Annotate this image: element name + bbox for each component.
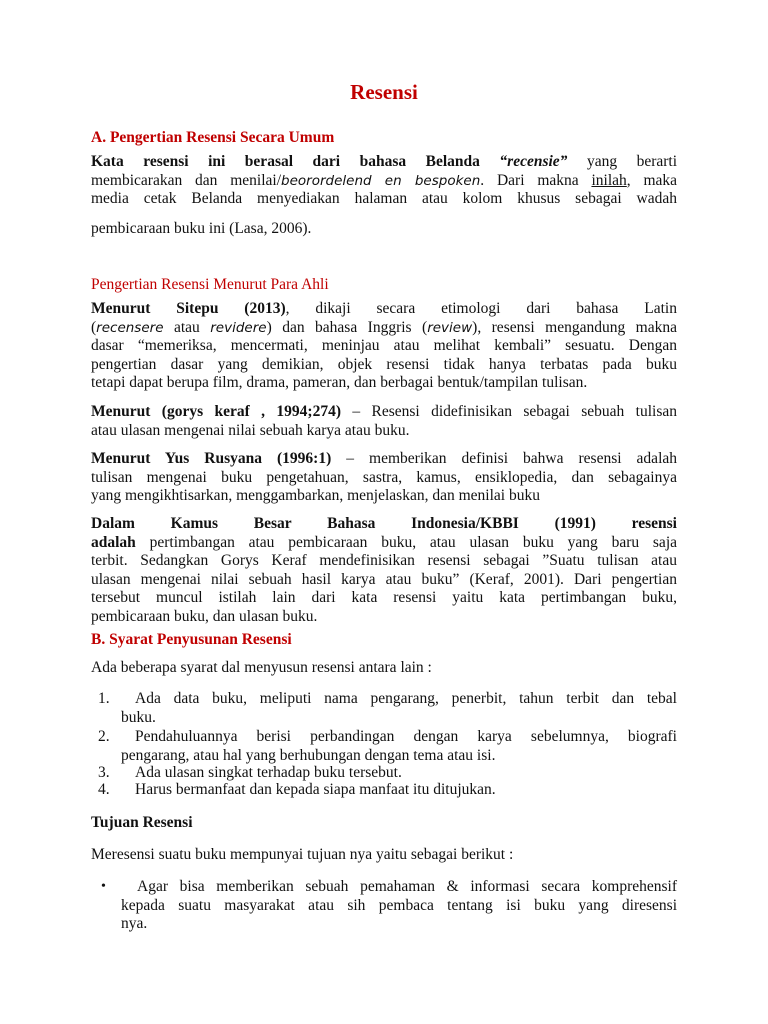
- para-line: [91, 153, 677, 172]
- para-line: [91, 515, 677, 534]
- text: (: [91, 318, 97, 336]
- para-line: pembicaraan buku, dan ulasan buku.: [91, 607, 318, 625]
- text: – Resensi didefinisikan sebagai sebuah tulisan: [340, 403, 677, 420]
- bold-text: Menurut Sitepu (2013): [91, 300, 286, 317]
- para-line: [91, 319, 677, 338]
- tujuan-intro: Meresensi suatu buku mempunyai tujuan nya yaitu sebagai berikut :: [91, 846, 514, 863]
- list-number: 3.: [98, 764, 110, 781]
- para-line: atau ulasan mengenai nilai sebuah karya atau buku.: [91, 421, 410, 439]
- bold-text: Menurut (gorys keraf , 1994;274): [91, 403, 341, 420]
- list-number: 2.: [98, 728, 110, 745]
- list-item: [98, 728, 677, 765]
- para-line: Ada data buku, meliputi nama pengarang, penerbit, tahun terbit dan tebal: [135, 690, 677, 707]
- para-line: pengertian dasar yang demikian, objek resensi tidak hanya terbatas pada buku: [91, 355, 677, 373]
- para-line: tetapi dapat berupa film, drama, pameran, dan berbagai bentuk/tampilan tulisan.: [91, 374, 588, 391]
- section-a-paragraph: [91, 153, 677, 209]
- para-line: tersebut muncul istilah lain dari kata resensi yaitu kata pertimbangan buku,: [91, 589, 677, 606]
- para-line: yang mengikhtisarkan, menggambarkan, menjelaskan, dan menilai buku: [91, 487, 540, 504]
- bullet-text: [121, 878, 677, 934]
- italic-term: beorordelend en bespoken: [281, 172, 481, 189]
- para-line: pengarang, atau hal yang berhubungan dengan tema atau isi.: [121, 746, 496, 764]
- list-text: [121, 781, 677, 800]
- text: , maka: [626, 171, 678, 189]
- para-line: nya.: [121, 915, 148, 932]
- para-line: kepada suatu masyarakat atau sih pembaca tentang isi buku yang diresensi: [121, 896, 677, 914]
- bullet-item: [91, 878, 677, 934]
- ahli-heading: Pengertian Resensi Menurut Para Ahli: [91, 276, 329, 293]
- text: . Dari makna: [480, 171, 579, 189]
- yus-paragraph: [91, 450, 677, 506]
- para-line: media cetak Belanda menyediakan halaman atau kolom khusus sebagai wadah: [91, 190, 677, 207]
- tujuan-heading: Tujuan Resensi: [91, 814, 193, 831]
- italic-term: revidere: [210, 319, 267, 336]
- text: – memberikan definisi bahwa resensi adalah: [331, 450, 678, 467]
- para-line: tulisan mengenai buku pengetahuan, sastra, kamus, ensiklopedia, dan sebagainya: [91, 468, 677, 486]
- bold-text: Kata resensi ini berasal dari bahasa Belanda: [91, 153, 480, 170]
- para-line: [91, 403, 677, 422]
- section-b-intro: Ada beberapa syarat dal menyusun resensi antara lain :: [91, 659, 432, 676]
- list-text: [121, 764, 677, 783]
- page-title: Resensi: [350, 80, 418, 104]
- para-line: [91, 534, 677, 553]
- list-text: [121, 690, 677, 727]
- text: ) dan bahasa Inggris (: [266, 318, 428, 336]
- bold-text: Dalam Kamus Besar Bahasa Indonesia/KBBI (1991) resensi: [91, 515, 677, 532]
- underlined-word: inilah: [591, 171, 627, 189]
- bullet-icon: •: [101, 879, 106, 894]
- list-text: [121, 728, 677, 765]
- list-item: [98, 764, 677, 783]
- term-recensie: “recensie”: [499, 153, 568, 170]
- para-line: [91, 300, 677, 319]
- bold-text: Menurut Yus Rusyana (1996:1): [91, 450, 332, 467]
- sitepu-paragraph: [91, 300, 677, 393]
- section-b-heading: B. Syarat Penyusunan Resensi: [91, 631, 292, 648]
- para-line: [91, 450, 677, 469]
- italic-term: recensere: [96, 319, 164, 336]
- text: pertimbangan atau pembicaraan buku, atau ulasan buku yang baru saja: [135, 533, 677, 551]
- keraf-paragraph: [91, 403, 677, 440]
- text: yang berarti: [586, 153, 678, 170]
- para-line: terbit. Sedangkan Gorys Keraf mendefinisikan resensi sebagai ”Suatu tulisan atau: [91, 552, 677, 569]
- para-line: Ada ulasan singkat terhadap buku tersebut.: [135, 764, 402, 781]
- text: atau: [163, 318, 211, 336]
- para-line: dasar “memeriksa, mencermati, meninjau atau melihat kembali” sesuatu. Dengan: [91, 337, 677, 354]
- list-item: [98, 690, 677, 727]
- para-line: Pendahuluannya berisi perbandingan dengan karya sebelumnya, biografi: [135, 728, 677, 745]
- section-a-heading: A. Pengertian Resensi Secara Umum: [91, 129, 335, 146]
- list-item: [98, 781, 677, 800]
- para-line: [91, 172, 677, 191]
- text: , dikaji secara etimologi dari bahasa Latin: [285, 300, 677, 317]
- list-number: 4.: [98, 781, 110, 798]
- para-line: Agar bisa memberikan sebuah pemahaman & informasi secara komprehensif: [137, 878, 677, 895]
- bold-text: adalah: [91, 533, 136, 551]
- text: membicarakan dan menilai/: [91, 171, 282, 189]
- italic-term: review: [427, 319, 473, 336]
- list-number: 1.: [98, 690, 110, 707]
- para-line: buku.: [121, 708, 156, 726]
- text: ), resensi mengandung makna: [472, 318, 677, 336]
- para-line: ulasan mengenai nilai sebuah hasil karya atau buku” (Keraf, 2001). Dari pengertian: [91, 570, 677, 588]
- section-a-paragraph-end: pembicaraan buku ini (Lasa, 2006).: [91, 220, 312, 237]
- kbbi-paragraph: [91, 515, 677, 626]
- para-line: Harus bermanfaat dan kepada siapa manfaat itu ditujukan.: [135, 781, 496, 798]
